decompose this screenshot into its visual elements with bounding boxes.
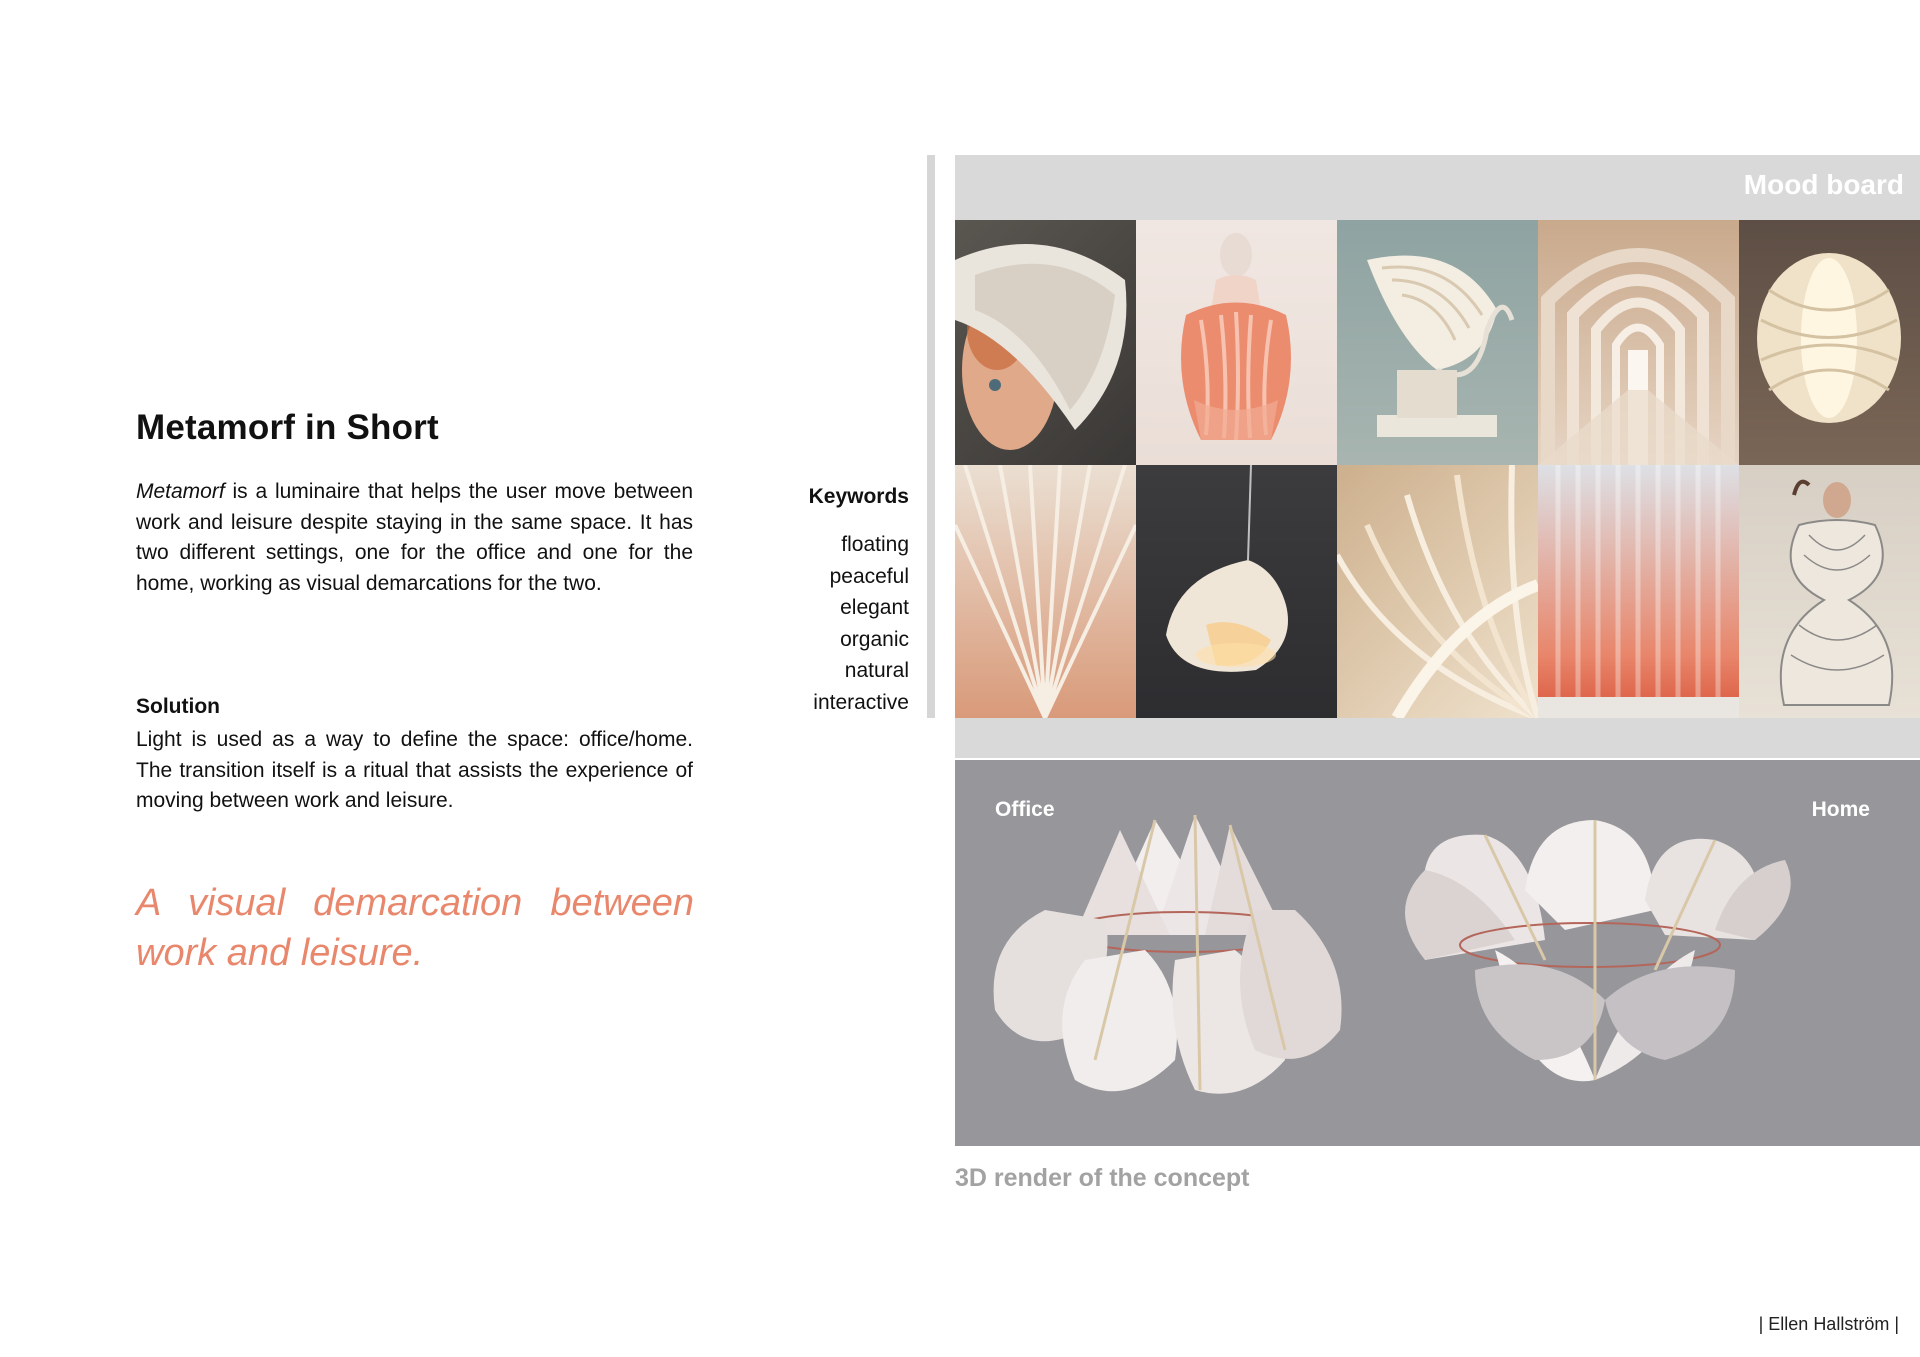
keyword-item: elegant xyxy=(840,596,909,620)
keywords-list xyxy=(813,529,909,719)
intro-product-name: Metamorf xyxy=(136,480,225,503)
mood-board-footer-band xyxy=(955,718,1920,758)
keyword-item: interactive xyxy=(813,690,909,714)
keyword-item: floating xyxy=(841,533,909,556)
office-luminaire-render xyxy=(994,815,1342,1094)
page-title: Metamorf in Short xyxy=(136,408,439,447)
vertical-divider xyxy=(927,155,935,718)
solution-heading: Solution xyxy=(136,695,220,718)
mood-image-folded-fan xyxy=(1337,465,1538,718)
office-label: Office xyxy=(995,798,1055,821)
mood-image-mushroom-gills xyxy=(955,465,1136,718)
mood-board-header xyxy=(955,155,1920,220)
home-label: Home xyxy=(1811,798,1870,821)
render-illustration xyxy=(955,760,1920,1146)
mood-image-round-lantern xyxy=(1739,220,1920,465)
tagline-quote: A visual demarcation between work and leisure. xyxy=(136,882,694,974)
home-luminaire-render xyxy=(1405,820,1791,1081)
render-panel xyxy=(955,760,1920,1146)
author-footer: | Ellen Hallström | xyxy=(1758,1314,1899,1334)
keyword-item: organic xyxy=(840,627,909,651)
solution-text: Light is used as a way to define the space: office/home. The transition itself is a ritual that assists the experience of moving between work and leisure. xyxy=(136,728,693,813)
render-caption: 3D render of the concept xyxy=(955,1164,1250,1192)
mood-image-wire-dress xyxy=(1739,465,1920,718)
intro-paragraph xyxy=(136,477,693,599)
mood-image-paper-hat-portrait xyxy=(955,220,1136,465)
mood-board-grid xyxy=(955,220,1920,718)
intro-text: is a luminaire that helps the user move between work and leisure despite staying in the same space. It has two different settings, one for the office and one for the home, working as visual demarcations for the two. xyxy=(136,480,693,595)
mood-image-gradient-pleats xyxy=(1538,465,1739,718)
keywords-heading: Keywords xyxy=(808,485,909,508)
mood-image-ruffled-dress xyxy=(1136,220,1337,465)
keyword-item: natural xyxy=(844,659,909,683)
mood-image-swirl-lamp xyxy=(1337,220,1538,465)
mood-image-arched-corridor xyxy=(1538,220,1739,465)
mood-image-pendant-lamp xyxy=(1136,465,1337,718)
mood-board-title: Mood board xyxy=(1743,169,1904,200)
keyword-item: peaceful xyxy=(829,564,909,588)
